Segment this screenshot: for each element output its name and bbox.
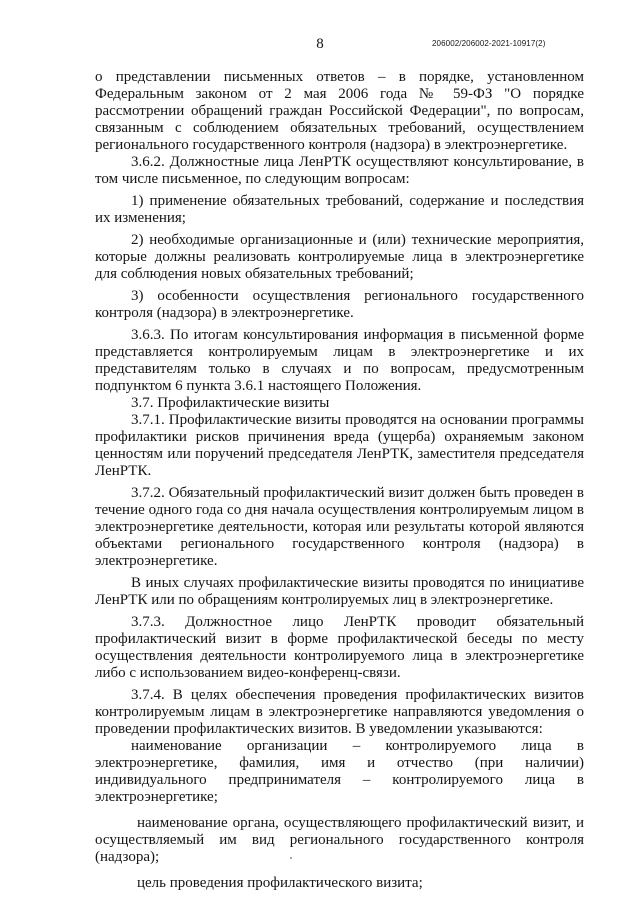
paragraph-3-6-2: 3.6.2. Должностные лица ЛенРТК осуществляют консультирование, в том числе письменное, по следующим вопросам: — [95, 154, 584, 187]
list-item-3: 3) особенности осуществления регионального государственного контроля (надзора) в электроэнергетике. — [95, 288, 584, 321]
paragraph-other-cases: В иных случаях профилактические визиты проводятся по инициативе ЛенРТК или по обращениям контролируемых лиц в электроэнергетике. — [95, 575, 584, 608]
list-item-1: 1) применение обязательных требований, содержание и последствия их изменения; — [95, 193, 584, 226]
document-id: 206002/206002-2021-10917(2) — [432, 39, 546, 48]
list-item-2: 2) необходимые организационные и (или) технические мероприятия, которые должны реализовать контролируемые лица в электроэнергетике для соблюдения новых обязательных требований; — [95, 232, 584, 282]
notice-item-purpose: цель проведения профилактического визита; — [137, 875, 423, 891]
paragraph-3-7-1: 3.7.1. Профилактические визиты проводятся на основании программы профилактики рисков причинения вреда (ущерба) охраняемым законом ценностям или поручений председателя ЛенРТК, заместителя председателя ЛенРТК. — [95, 412, 584, 479]
paragraph-3-7-2: 3.7.2. Обязательный профилактический визит должен быть проведен в течение одного года со дня начала осуществления контролируемым лицом в электроэнергетике деятельности, которая или результаты которой являются объектами регионального государственного контроля (надзора) в электроэнергетике. — [95, 485, 584, 569]
notice-item-organization: наименование организации – контролируемого лица в электроэнергетике, фамилия, имя и отчество (при наличии) индивидуального предпринимателя – контролируемого лица в электроэнергетике; — [95, 738, 584, 805]
notice-item-authority: наименование органа, осуществляющего профилактический визит, и осуществляемый им вид регионального государственного контроля (надзора); — [95, 815, 584, 865]
paragraph-3-7-3: 3.7.3. Должностное лицо ЛенРТК проводит обязательный профилактический визит в форме профилактической беседы по месту осуществления деятельности контролируемого лица в электроэнергетике либо с использованием видео-конференц-связи. — [95, 614, 584, 681]
paragraph-intro-continuation: о представлении письменных ответов – в порядке, установленном Федеральным законом от 2 мая 2006 года № 59-ФЗ "О порядке рассмотрении обращений граждан Российской Федерации", по вопросам, связанным с соблюдением обязательных требований, осуществлением регионального государственного контроля (надзора) в электроэнергетике. — [95, 69, 584, 153]
page-number: 8 — [316, 36, 324, 52]
section-heading-3-7: 3.7. Профилактические визиты — [131, 395, 330, 411]
scan-speck — [290, 857, 292, 859]
document-body — [95, 69, 584, 892]
paragraph-3-7-4: 3.7.4. В целях обеспечения проведения профилактических визитов контролируемым лицам в электроэнергетике направляются уведомления о проведении профилактических визитов. В уведомлении указываются: — [95, 687, 584, 737]
paragraph-3-6-3: 3.6.3. По итогам консультирования информация в письменной форме представляется контролируемым лицам в электроэнергетике и их представителям только в случаях и по вопросам, предусмотренным подпунктом 6 пункта 3.6.1 настоящего Положения. — [95, 327, 584, 394]
